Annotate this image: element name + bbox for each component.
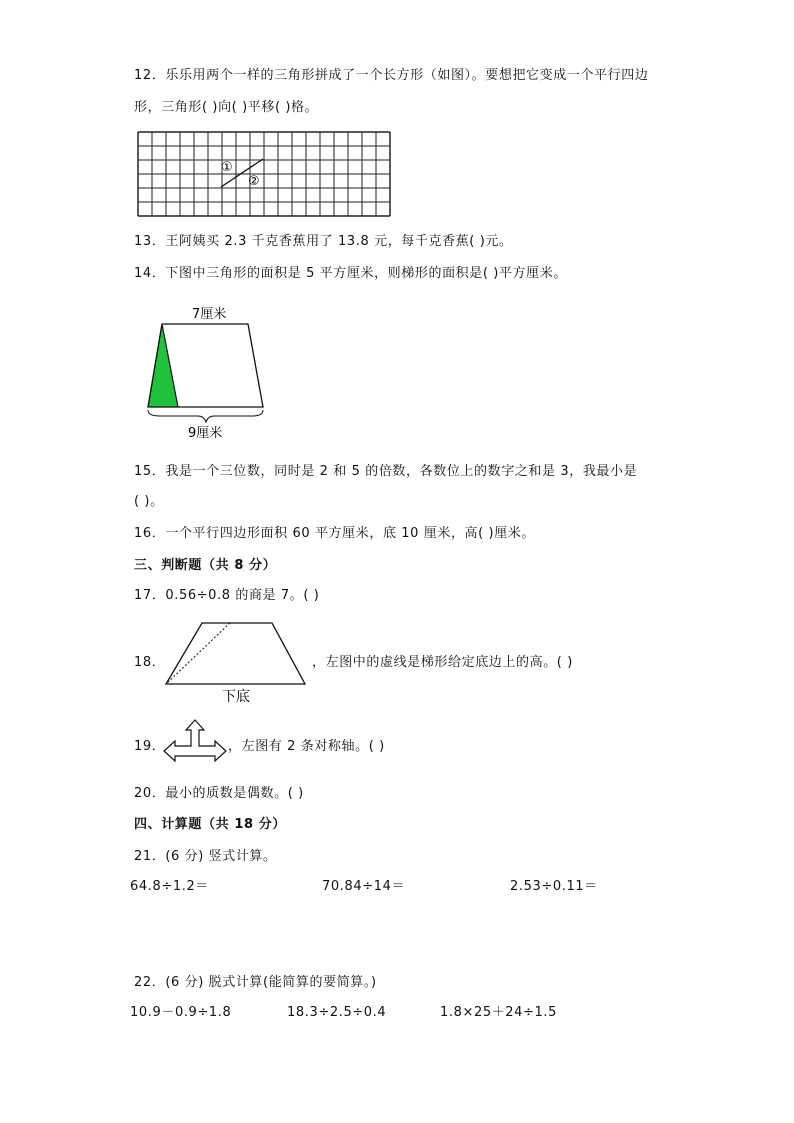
base-label: 下底: [222, 689, 250, 705]
trapezoid-top-label: 7厘米: [192, 307, 227, 322]
triangle-label-2: ②: [248, 174, 260, 189]
q14-text: 14．下图中三角形的面积是 5 平方厘米，则梯形的面积是( )平方厘米。: [134, 266, 567, 281]
q19-number: 19．: [134, 739, 166, 754]
triangle-label-1: ①: [221, 160, 233, 175]
green-triangle: [148, 324, 178, 407]
q18-number: 18．: [134, 655, 166, 670]
q14-trapezoid-figure: [140, 300, 275, 445]
q15-line2: ( )。: [134, 494, 164, 509]
dashed-height-line: [166, 623, 230, 684]
q15-line1: 15．我是一个三位数，同时是 2 和 5 的倍数，各数位上的数字之和是 3，我最小是: [134, 464, 638, 479]
three-way-arrow: [164, 720, 226, 761]
section-3-heading: 三、判断题（共 8 分）: [134, 558, 277, 573]
q21-expr-2: 70.84÷14＝: [322, 879, 406, 894]
q12-grid-figure: [137, 131, 403, 217]
q21-title: 21．(6 分) 竖式计算。: [134, 849, 277, 864]
q20-text: 20．最小的质数是偶数。( ): [134, 786, 304, 801]
section-4-heading: 四、计算题（共 18 分）: [134, 817, 286, 832]
q13-text: 13．王阿姨买 2.3 千克香蕉用了 13.8 元，每千克香蕉( )元。: [134, 234, 513, 249]
q19-text: ，左图有 2 条对称轴。( ): [228, 739, 385, 754]
q18-trapezoid: [166, 623, 305, 684]
q17-text: 17．0.56÷0.8 的商是 7。( ): [134, 588, 320, 603]
q18-trapezoid-figure: [164, 619, 309, 707]
grid-lines: [138, 132, 390, 216]
bottom-brace: [148, 410, 263, 422]
q22-expr-2: 18.3÷2.5÷0.4: [287, 1005, 387, 1020]
q22-title: 22．(6 分) 脱式计算(能简算的要简算。): [134, 975, 377, 990]
q12-line1: 12．乐乐用两个一样的三角形拼成了一个长方形（如图）。要想把它变成一个平行四边: [134, 68, 649, 83]
q21-expr-3: 2.53÷0.11＝: [510, 879, 598, 894]
q22-expr-1: 10.9－0.9÷1.8: [130, 1005, 232, 1020]
q19-arrow-figure: [160, 718, 230, 770]
q22-expr-3: 1.8×25＋24÷1.5: [440, 1005, 558, 1020]
q12-line2: 形，三角形( )向( )平移( )格。: [134, 100, 319, 115]
trapezoid-bottom-label: 9厘米: [188, 426, 223, 441]
q18-text: ，左图中的虚线是梯形给定底边上的高。( ): [312, 655, 573, 670]
q16-text: 16．一个平行四边形面积 60 平方厘米，底 10 厘米，高( )厘米。: [134, 526, 536, 541]
q21-expr-1: 64.8÷1.2＝: [130, 879, 209, 894]
